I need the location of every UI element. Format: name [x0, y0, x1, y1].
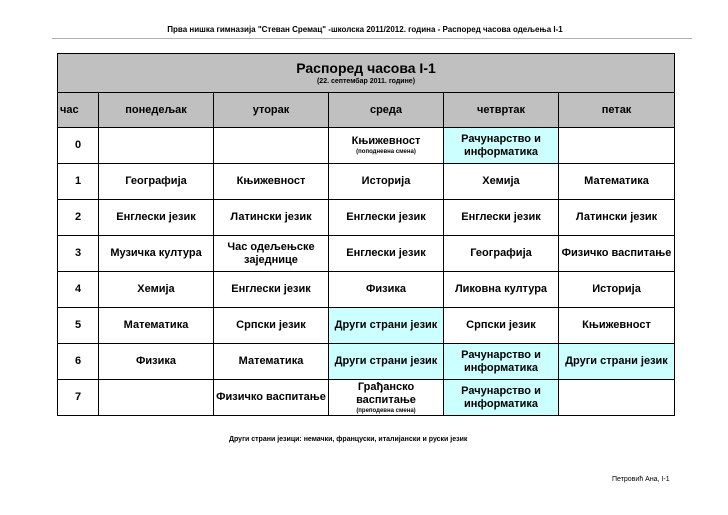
cell-monday: Енглески језик	[99, 200, 214, 236]
cell-wednesday: Историја	[329, 164, 444, 200]
lesson-number: 0	[58, 128, 99, 164]
cell-thursday: Српски језик	[444, 308, 559, 344]
cell-friday: Други страни језик	[559, 344, 675, 380]
cell-tuesday: Математика	[214, 344, 329, 380]
cell-wednesday: Други страни језик	[329, 308, 444, 344]
column-header-tuesday: уторак	[214, 93, 329, 128]
cell-wednesday	[329, 380, 444, 416]
cell-monday: Музичка култура	[99, 236, 214, 272]
lesson-number: 5	[58, 308, 99, 344]
lesson-number: 3	[58, 236, 99, 272]
cell-thursday: Рачунарство и информатика	[444, 128, 559, 164]
cell-thursday: Енглески језик	[444, 200, 559, 236]
cell-monday	[99, 128, 214, 164]
table-row	[58, 308, 675, 344]
column-header-thursday: четвртак	[444, 93, 559, 128]
title-cell	[58, 54, 675, 93]
cell-wednesday: Физика	[329, 272, 444, 308]
author-footer: Петровић Ана, I-1	[612, 476, 670, 483]
lesson-number: 6	[58, 344, 99, 380]
cell-monday: Физика	[99, 344, 214, 380]
cell-thursday: Рачунарство и информатика	[444, 344, 559, 380]
cell-friday: Математика	[559, 164, 675, 200]
cell-friday	[559, 380, 675, 416]
subject: Књижевност	[351, 135, 421, 147]
lesson-number: 7	[58, 380, 99, 416]
cell-thursday: Рачунарство и информатика	[444, 380, 559, 416]
shift-note: (преподевна смена)	[356, 407, 416, 414]
cell-monday: Географија	[99, 164, 214, 200]
column-header-monday: понедељак	[99, 93, 214, 128]
cell-wednesday: Други страни језик	[329, 344, 444, 380]
title-row	[58, 54, 675, 93]
cell-monday: Хемија	[99, 272, 214, 308]
schedule-subtitle: (22. септембар 2011. године)	[316, 78, 416, 85]
cell-friday: Историја	[559, 272, 675, 308]
cell-tuesday: Српски језик	[214, 308, 329, 344]
table-row	[58, 344, 675, 380]
page-header: Прва нишка гимназија "Стеван Сремац" -школска 2011/2012. година - Распоред часова одељења I-1	[167, 25, 563, 34]
cell-wednesday: Енглески језик	[329, 200, 444, 236]
table-row	[58, 236, 675, 272]
table-row	[58, 200, 675, 236]
cell-tuesday: Час одељењске заједнице	[214, 236, 329, 272]
cell-friday: Физичко васпитање	[559, 236, 675, 272]
cell-friday	[559, 128, 675, 164]
days-header-row	[58, 93, 675, 128]
cell-tuesday: Енглески језик	[214, 272, 329, 308]
lesson-number: 1	[58, 164, 99, 200]
subject: Грађанско васпитање	[356, 380, 416, 406]
lesson-number: 2	[58, 200, 99, 236]
cell-tuesday: Књижевност	[214, 164, 329, 200]
cell-tuesday: Физичко васпитање	[214, 380, 329, 416]
cell-tuesday	[214, 128, 329, 164]
cell-monday	[99, 380, 214, 416]
schedule-title: Распоред часова I-1	[296, 60, 436, 76]
cell-monday: Математика	[99, 308, 214, 344]
languages-footnote: Други страни језици: немачки, француски, италијански и руски језик	[229, 436, 468, 443]
cell-tuesday: Латински језик	[214, 200, 329, 236]
cell-friday: Књижевност	[559, 308, 675, 344]
cell-thursday: Географија	[444, 236, 559, 272]
cell-friday: Латински језик	[559, 200, 675, 236]
cell-wednesday: Енглески језик	[329, 236, 444, 272]
cell-wednesday	[329, 128, 444, 164]
header-divider	[52, 38, 692, 39]
table-row	[58, 272, 675, 308]
cell-thursday: Хемија	[444, 164, 559, 200]
column-header-friday: петак	[559, 93, 675, 128]
lesson-number: 4	[58, 272, 99, 308]
schedule-table	[57, 53, 675, 416]
table-row	[58, 128, 675, 164]
table-row	[58, 164, 675, 200]
cell-thursday: Ликовна култура	[444, 272, 559, 308]
table-row	[58, 380, 675, 416]
column-header-lesson: час	[58, 93, 99, 128]
column-header-wednesday: среда	[329, 93, 444, 128]
shift-note: (поподневна смена)	[356, 149, 416, 155]
